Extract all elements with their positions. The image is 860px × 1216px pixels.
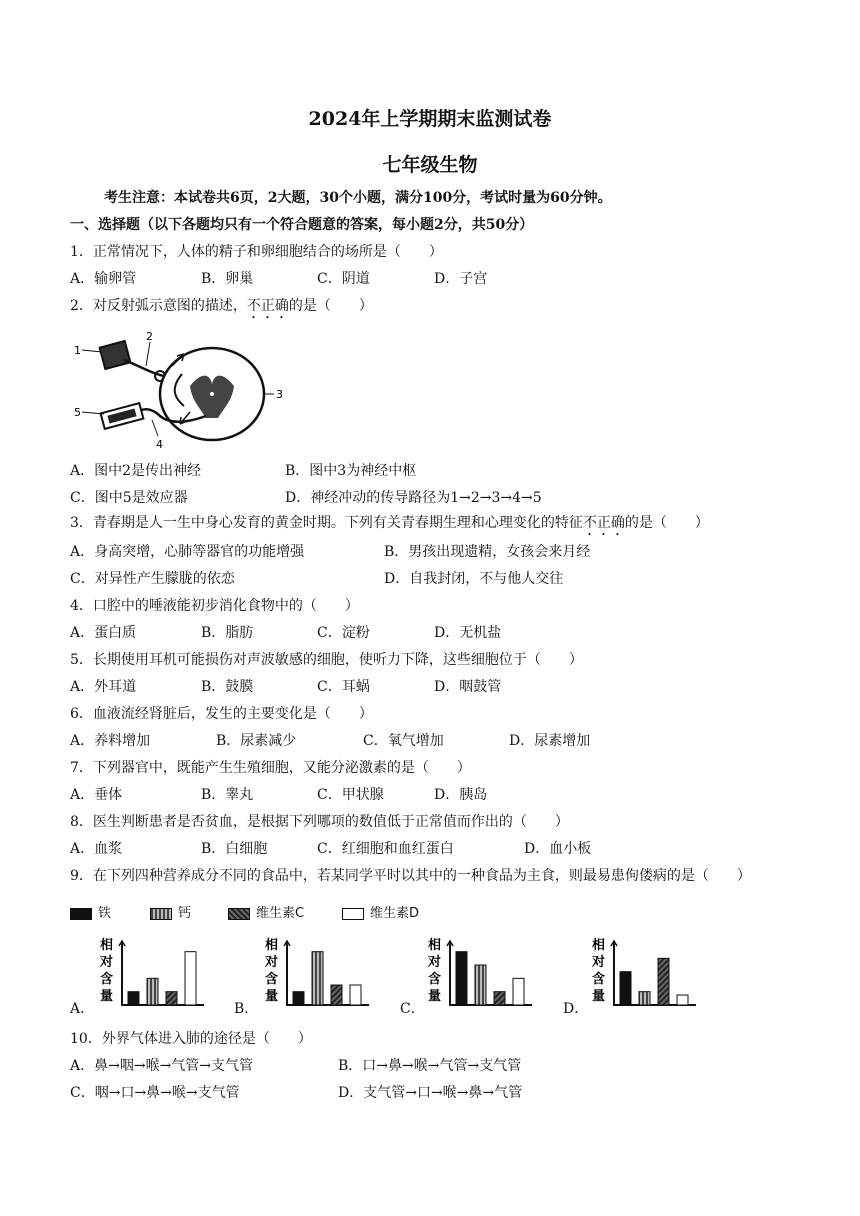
diagram-label-3: 3 <box>276 388 283 401</box>
chart-ylabel-char: 含 <box>265 972 279 987</box>
receptor-shape <box>100 341 131 369</box>
chart-ylabel-char: 量 <box>428 989 442 1004</box>
question-6-option-c[interactable]: C．氧气增加 <box>363 733 444 749</box>
question-5-option-a[interactable]: A．外耳道 <box>70 679 137 695</box>
page-title: 2024年上学期期末监测试卷 <box>308 108 552 130</box>
question-6-option-d[interactable]: D．尿素增加 <box>509 733 591 749</box>
question-4-option-d[interactable]: D．无机盐 <box>434 625 502 641</box>
question-10-option-b[interactable]: B．口→鼻→喉→气管→支气管 <box>338 1058 522 1074</box>
question-3-option-c[interactable]: C．对异性产生朦胧的依恋 <box>70 571 235 587</box>
question-8-option-a[interactable]: A．血浆 <box>70 841 123 857</box>
question-6-option-a[interactable]: A．养料增加 <box>70 733 151 749</box>
chart-ylabel-char: 相 <box>265 938 279 953</box>
question-9-option-b[interactable]: B． <box>234 1001 259 1017</box>
question-1-option-b[interactable]: B．卵巢 <box>201 271 254 287</box>
legend-item-iron: 铁 <box>70 902 111 921</box>
question-8-option-b[interactable]: B．白细胞 <box>201 841 268 857</box>
chart-ylabel-char: 相 <box>592 938 606 953</box>
question-9-option-a[interactable]: A． <box>70 1001 95 1017</box>
diagram-label-1: 1 <box>74 344 81 357</box>
exam-notice: 考生注意：本试卷共6页，2大题，30个小题，满分100分，考试时量为60分钟。 <box>104 190 612 206</box>
emphasis-text: 不正确 <box>582 515 625 531</box>
question-2-option-d[interactable]: D．神经冲动的传导路径为1→2→3→4→5 <box>285 490 542 506</box>
chart-ylabel-char: 量 <box>265 989 279 1004</box>
question-4-option-b[interactable]: B．脂肪 <box>201 625 254 641</box>
page-subtitle: 七年级生物 <box>382 154 478 176</box>
diagram-label-5: 5 <box>74 406 81 419</box>
nutrient-chart-b <box>263 935 383 1015</box>
question-7-option-d[interactable]: D．胰岛 <box>434 787 488 803</box>
bar-vitamin-d <box>677 995 688 1005</box>
question-10-stem: 10．外界气体进入肺的途径是（ ） <box>70 1031 312 1047</box>
question-8-option-c[interactable]: C．红细胞和血红蛋白 <box>317 841 454 857</box>
question-5-option-d[interactable]: D．咽鼓管 <box>434 679 502 695</box>
bar-calcium <box>475 965 486 1005</box>
question-10-option-a[interactable]: A．鼻→咽→喉→气管→支气管 <box>70 1058 254 1074</box>
chart-legend <box>70 900 470 922</box>
legend-swatch-iron <box>70 908 92 920</box>
question-7-option-a[interactable]: A．垂体 <box>70 787 123 803</box>
question-3-option-d[interactable]: D．自我封闭，不与他人交往 <box>384 571 564 587</box>
question-2-option-a[interactable]: A．图中2是传出神经 <box>70 463 202 479</box>
bar-vitamin-c <box>658 958 669 1005</box>
bar-vitamin-d <box>185 952 196 1005</box>
bar-vitamin-c <box>494 992 505 1005</box>
nutrient-chart-a <box>98 935 218 1015</box>
question-4-stem: 4．口腔中的唾液能初步消化食物中的（ ） <box>70 598 359 614</box>
question-5-stem: 5．长期使用耳机可能损伤对声波敏感的细胞，使听力下降，这些细胞位于（ ） <box>70 652 583 668</box>
question-9-option-c[interactable]: C． <box>400 1001 425 1017</box>
question-7-option-b[interactable]: B．睾丸 <box>201 787 254 803</box>
chart-ylabel-char: 对 <box>100 955 114 970</box>
diagram-label-2: 2 <box>146 330 153 343</box>
legend-swatch-calcium <box>150 908 172 920</box>
bar-vitamin-c <box>331 985 342 1005</box>
bar-vitamin-d <box>350 985 361 1005</box>
question-8-option-d[interactable]: D．血小板 <box>524 841 592 857</box>
chart-ylabel-char: 含 <box>428 972 442 987</box>
section-heading: 一、选择题（以下各题均只有一个符合题意的答案，每小题2分，共50分） <box>70 217 534 233</box>
question-10-option-d[interactable]: D．支气管→口→喉→鼻→气管 <box>338 1085 523 1101</box>
chart-ylabel-char: 相 <box>100 938 114 953</box>
bar-calcium <box>312 952 323 1005</box>
bar-iron <box>620 972 631 1005</box>
question-9-option-d[interactable]: D． <box>563 1001 589 1017</box>
bar-iron <box>456 952 467 1005</box>
bar-calcium <box>639 992 650 1005</box>
emphasis-text: 不正确 <box>246 298 289 314</box>
question-1-stem: 1．正常情况下，人体的精子和卵细胞结合的场所是（ ） <box>70 244 443 260</box>
question-3-option-a[interactable]: A．身高突增，心肺等器官的功能增强 <box>70 544 305 560</box>
question-1-option-a[interactable]: A．输卵管 <box>70 271 137 287</box>
question-10-option-c[interactable]: C．咽→口→鼻→喉→支气管 <box>70 1085 240 1101</box>
question-8-stem: 8．医生判断患者是否贫血，是根据下列哪项的数值低于正常值而作出的（ ） <box>70 814 569 830</box>
chart-ylabel-char: 含 <box>100 972 114 987</box>
question-1-option-c[interactable]: C．阴道 <box>317 271 370 287</box>
bar-vitamin-d <box>513 978 524 1005</box>
question-7-option-c[interactable]: C．甲状腺 <box>317 787 384 803</box>
legend-item-vitamin-c: 维生素C <box>228 902 304 921</box>
question-5-option-b[interactable]: B．鼓膜 <box>201 679 254 695</box>
reflex-arc-diagram <box>72 326 287 454</box>
question-2-option-b[interactable]: B．图中3为神经中枢 <box>285 463 417 479</box>
bar-iron <box>128 992 139 1005</box>
question-7-stem: 7．下列器官中，既能产生生殖细胞，又能分泌激素的是（ ） <box>70 760 471 776</box>
chart-ylabel-char: 对 <box>592 955 606 970</box>
question-5-option-c[interactable]: C．耳蜗 <box>317 679 370 695</box>
chart-ylabel-char: 相 <box>428 938 442 953</box>
legend-swatch-vitamin-d <box>342 908 364 920</box>
legend-item-vitamin-d: 维生素D <box>342 902 419 921</box>
question-3-stem: 3．青春期是人一生中身心发育的黄金时期。下列有关青春期生理和心理变化的特征不正确的是（ ） <box>70 515 709 531</box>
diagram-label-4: 4 <box>156 438 163 451</box>
question-6-stem: 6．血液流经肾脏后，发生的主要变化是（ ） <box>70 706 373 722</box>
question-2-stem: 2．对反射弧示意图的描述，不正确的是（ ） <box>70 298 373 314</box>
nutrient-chart-c <box>426 935 546 1015</box>
bar-calcium <box>147 978 158 1005</box>
chart-ylabel-char: 量 <box>100 989 114 1004</box>
question-3-option-b[interactable]: B．男孩出现遗精，女孩会来月经 <box>384 544 591 560</box>
legend-item-calcium: 钙 <box>150 902 191 921</box>
chart-ylabel-char: 含 <box>592 972 606 987</box>
nutrient-chart-d <box>590 935 710 1015</box>
question-2-option-c[interactable]: C．图中5是效应器 <box>70 490 188 506</box>
chart-ylabel-char: 对 <box>428 955 442 970</box>
legend-swatch-vitamin-c <box>228 908 250 920</box>
question-4-option-a[interactable]: A．蛋白质 <box>70 625 137 641</box>
bar-vitamin-c <box>166 992 177 1005</box>
question-9-stem: 9．在下列四种营养成分不同的食品中，若某同学平时以其中的一种食品为主食，则最易患佝偻病的是（ ） <box>70 868 751 884</box>
question-6-option-b[interactable]: B．尿素减少 <box>216 733 297 749</box>
question-4-option-c[interactable]: C．淀粉 <box>317 625 370 641</box>
question-1-option-d[interactable]: D．子宫 <box>434 271 488 287</box>
chart-ylabel-char: 量 <box>592 989 606 1004</box>
bar-iron <box>293 992 304 1005</box>
chart-ylabel-char: 对 <box>265 955 279 970</box>
